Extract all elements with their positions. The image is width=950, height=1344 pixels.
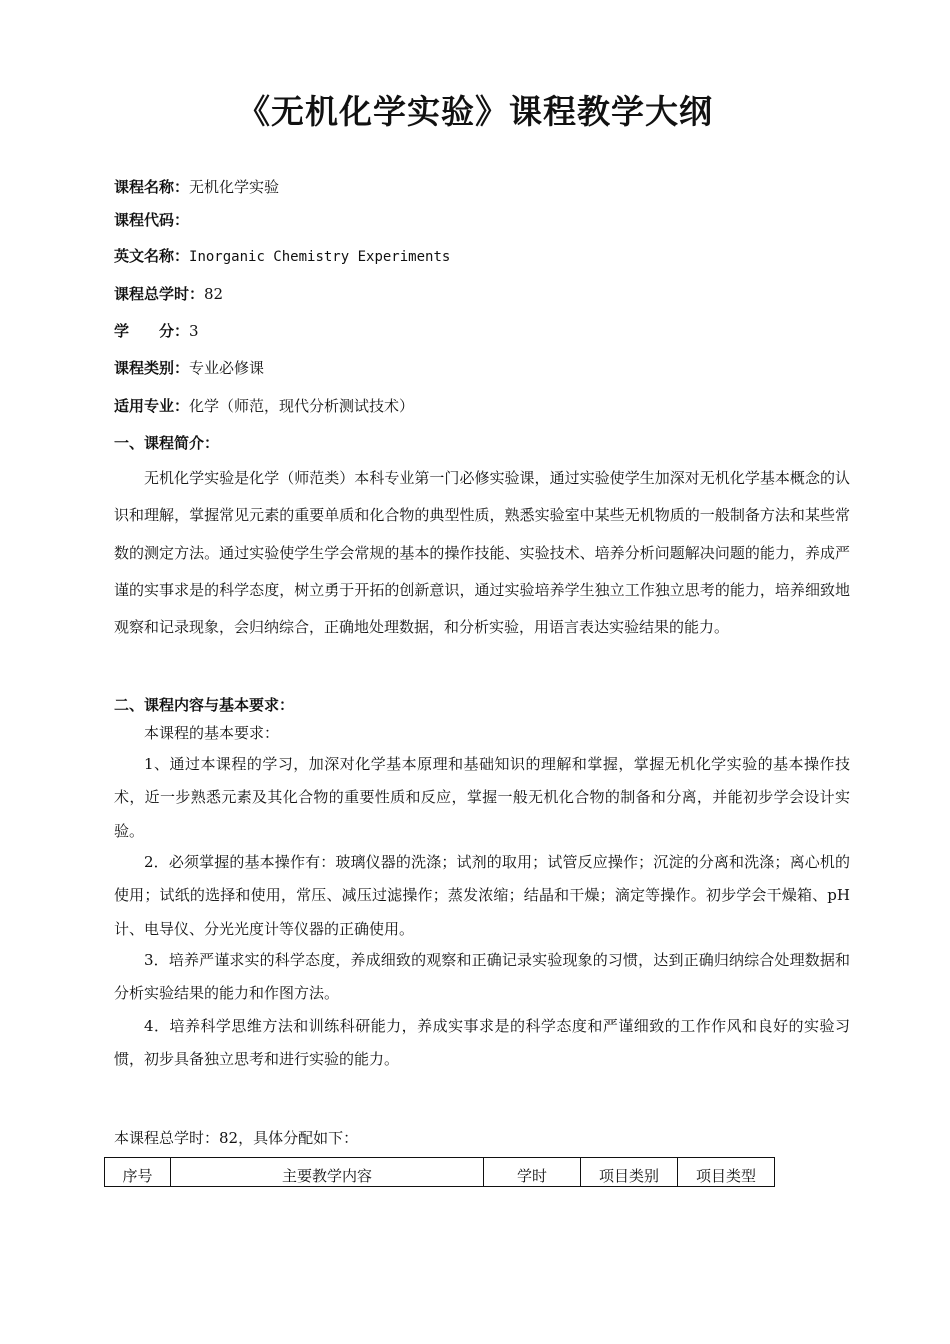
hours-distribution-table <box>104 1157 775 1187</box>
requirement-item-2: 2．必须掌握的基本操作有：玻璃仪器的洗涤；试剂的取用；试管反应操作；沉淀的分离和洗涤；离心机的使用；试纸的选择和使用，常压、减压过滤操作；蒸发浓缩；结晶和干燥；滴定等操作。初步学会干燥箱、pH 计、电导仪、分光光度计等仪器的正确使用。 <box>114 853 850 938</box>
content-lead: 本课程的基本要求： <box>144 724 280 742</box>
field-label: 适用专业： <box>114 397 190 415</box>
intro-paragraph: 无机化学实验是化学（师范类）本科专业第一门必修实验课，通过实验使学生加深对无机化学基本概念的认识和理解，掌握常见元素的重要单质和化合物的典型性质，熟悉实验室中某些无机物质的一般制备方法和某些常数的测定方法。通过实验使学生学会常规的基本的操作技能、实验技术、培养分析问题解决问题的能力，养成严谨的实事求是的科学态度，树立勇于开拓的创新意识，通过实验培养学生独立工作独立思考的能力，培养细致地观察和记录现象，会归纳综合，正确地处理数据，和分析实验，用语言表达实验结果的能力。 <box>114 469 850 637</box>
field-total-hours <box>114 283 223 304</box>
page-title: 《无机化学实验》课程教学大纲 <box>237 92 713 131</box>
table-header-cell: 项目类别 <box>581 1158 678 1187</box>
field-value: 无机化学实验 <box>189 178 280 196</box>
field-label: 课程代码： <box>114 211 190 229</box>
table-header-cell: 学时 <box>484 1158 581 1187</box>
field-label: 课程总学时： <box>114 285 205 303</box>
requirement-item-1: 1、通过本课程的学习，加深对化学基本原理和基础知识的理解和掌握，掌握无机化学实验的基本操作技术，近一步熟悉元素及其化合物的重要性质和反应，掌握一般无机化合物的制备和分离，并能初步学会设计实验。 <box>114 755 850 840</box>
field-value: 化学（师范，现代分析测试技术） <box>189 397 415 415</box>
field-english-name <box>114 245 450 266</box>
field-applicable-major <box>114 395 414 416</box>
field-course-category <box>114 357 264 378</box>
table-header-cell: 项目类型 <box>678 1158 775 1187</box>
field-course-name <box>114 176 279 197</box>
field-value: Inorganic Chemistry Experiments <box>189 249 451 265</box>
field-value: 3 <box>189 322 199 340</box>
section-heading-intro: 一、课程简介： <box>114 434 220 452</box>
table-header-row <box>105 1158 775 1187</box>
requirement-item-3: 3．培养严谨求实的科学态度，养成细致的观察和正确记录实验现象的习惯，达到正确归纳综合处理数据和分析实验结果的能力和作图方法。 <box>114 951 850 1003</box>
table-header-cell: 主要教学内容 <box>171 1158 484 1187</box>
field-course-code <box>114 209 189 230</box>
field-value: 82 <box>204 285 224 303</box>
field-credits <box>114 320 199 341</box>
table-header-cell: 序号 <box>105 1158 171 1187</box>
distribution-caption: 本课程总学时：82，具体分配如下： <box>114 1129 359 1147</box>
field-label: 英文名称： <box>114 247 190 265</box>
field-label: 课程名称： <box>114 178 190 196</box>
section-heading-content: 二、课程内容与基本要求： <box>114 696 295 714</box>
field-label: 学 分： <box>114 322 190 340</box>
field-value: 专业必修课 <box>189 359 265 377</box>
field-label: 课程类别： <box>114 359 190 377</box>
requirement-item-4: 4．培养科学思维方法和训练科研能力，养成实事求是的科学态度和严谨细致的工作作风和良好的实验习惯，初步具备独立思考和进行实验的能力。 <box>114 1017 850 1069</box>
